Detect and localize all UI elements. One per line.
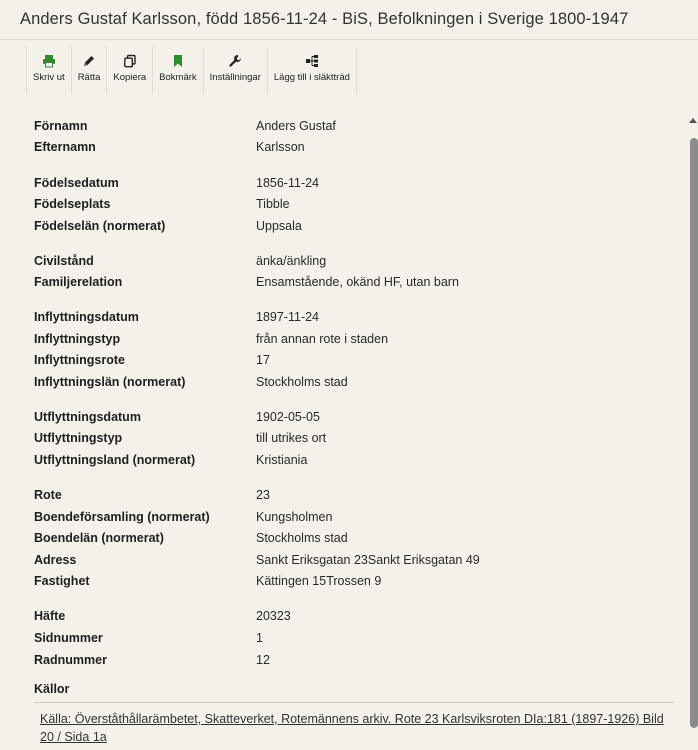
family-tree-icon — [305, 54, 319, 72]
field-label: Utflyttningsland (normerat) — [34, 453, 196, 467]
field-value: 12 — [256, 653, 270, 667]
scrollbar-thumb[interactable] — [690, 138, 698, 728]
toolbar — [26, 46, 357, 94]
field-label: Rote — [34, 488, 62, 502]
printer-icon — [42, 54, 56, 72]
field-label: Radnummer — [34, 653, 107, 667]
field-value: Kättingen 15Trossen 9 — [256, 574, 382, 588]
field-value: 1856-11-24 — [256, 176, 320, 190]
add-to-tree-button[interactable] — [268, 46, 357, 94]
field-label: Boendeförsamling (normerat) — [34, 510, 210, 524]
bookmark-button[interactable] — [153, 46, 203, 94]
field-value: Uppsala — [256, 219, 302, 233]
field-value: 1897-11-24 — [256, 310, 320, 324]
source-link[interactable]: Källa: Överståthållarämbetet, Skatteverket, Rotemännens arkiv. Rote 23 Karlsviksroten DIa:181 (1897-1926) Bild 20 / Sida 1a — [40, 712, 664, 744]
field-value: 23 — [256, 488, 270, 502]
settings-label: Inställningar — [209, 72, 261, 83]
page-title: Anders Gustaf Karlsson, född 1856-11-24 - BiS, Befolkningen i Sverige 1800-1947 — [20, 10, 629, 28]
field-label: Sidnummer — [34, 631, 103, 645]
field-value: Stockholms stad — [256, 531, 348, 545]
field-label: Familjerelation — [34, 275, 123, 289]
copy-label: Kopiera — [113, 72, 147, 83]
divider — [34, 702, 674, 703]
field-label: Adress — [34, 553, 77, 567]
field-value: änka/änkling — [256, 254, 327, 268]
copy-button[interactable] — [107, 46, 153, 94]
field-label: Inflyttningslän (normerat) — [34, 375, 186, 389]
field-label: Inflyttningsdatum — [34, 310, 139, 324]
field-value: 1 — [256, 631, 263, 645]
field-value: Kungsholmen — [256, 510, 333, 524]
field-value: 17 — [256, 353, 270, 367]
field-label: Utflyttningstyp — [34, 431, 123, 445]
pencil-icon — [82, 54, 96, 72]
print-label: Skriv ut — [33, 72, 65, 83]
field-label: Häfte — [34, 609, 66, 623]
title-bar — [0, 0, 698, 40]
field-value: till utrikes ort — [256, 431, 327, 445]
field-label: Fastighet — [34, 574, 90, 588]
field-value: Tibble — [256, 197, 290, 211]
field-label: Civilstånd — [34, 254, 94, 268]
field-label: Födelselän (normerat) — [34, 219, 166, 233]
field-label: Förnamn — [34, 119, 88, 133]
copy-icon — [123, 54, 137, 72]
field-value: 20323 — [256, 609, 291, 623]
bookmark-icon — [171, 54, 185, 72]
add-to-tree-label: Lägg till i släktträd — [273, 72, 350, 83]
correct-label: Rätta — [77, 72, 101, 83]
field-label: Boendelän (normerat) — [34, 531, 164, 545]
field-value: Stockholms stad — [256, 375, 348, 389]
field-value: Sankt Eriksgatan 23Sankt Eriksgatan 49 — [256, 553, 480, 567]
field-label: Efternamn — [34, 140, 96, 154]
settings-button[interactable] — [204, 46, 268, 94]
field-value: Ensamstående, okänd HF, utan barn — [256, 275, 459, 289]
field-label: Födelsedatum — [34, 176, 119, 190]
wrench-icon — [228, 54, 242, 72]
field-value: Karlsson — [256, 140, 305, 154]
field-value: från annan rote i staden — [256, 332, 389, 346]
field-label: Utflyttningsdatum — [34, 410, 141, 424]
bookmark-label: Bokmärk — [159, 72, 197, 83]
scroll-up-arrow-icon[interactable] — [689, 118, 697, 123]
field-label: Födelseplats — [34, 197, 111, 211]
field-value: 1902-05-05 — [256, 410, 320, 424]
field-label: Inflyttningstyp — [34, 332, 121, 346]
correct-button[interactable] — [72, 46, 108, 94]
sources-heading: Källor — [34, 682, 70, 696]
field-label: Inflyttningsrote — [34, 353, 125, 367]
print-button[interactable] — [26, 46, 72, 94]
field-value: Kristiania — [256, 453, 308, 467]
field-value: Anders Gustaf — [256, 119, 336, 133]
